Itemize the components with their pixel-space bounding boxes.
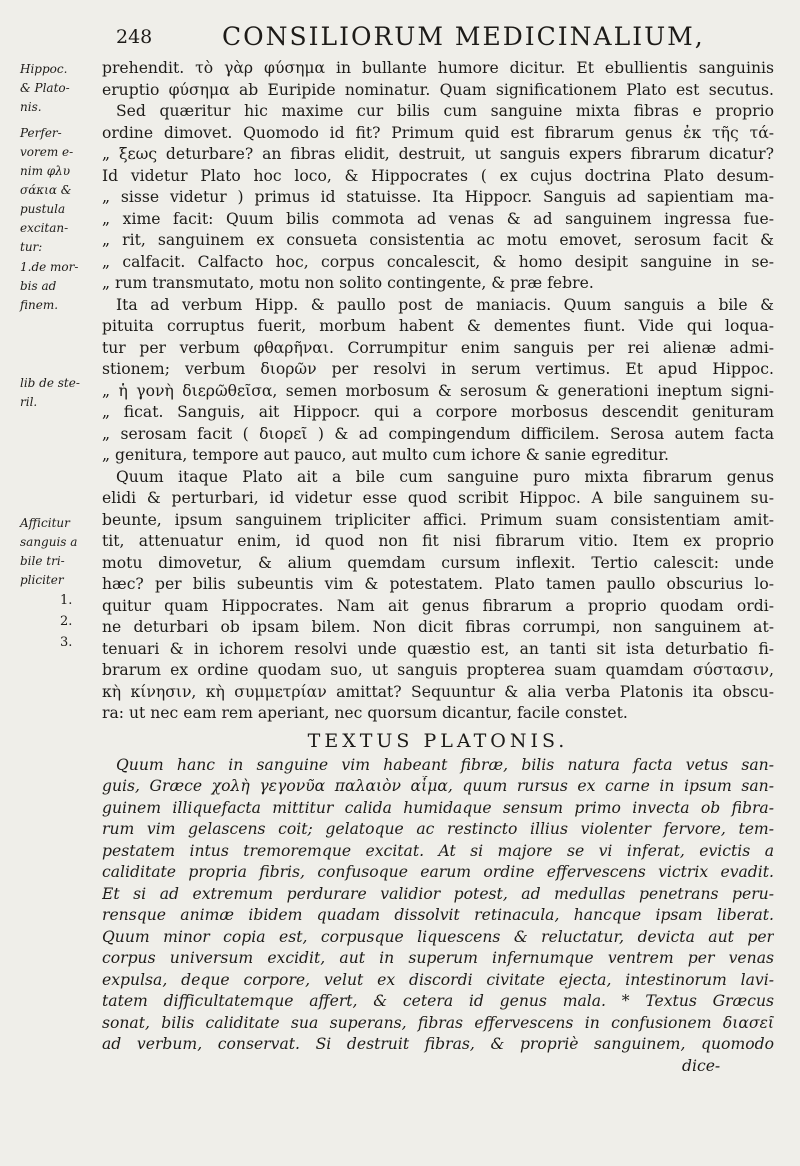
running-head [0,22,800,54]
text-line: ne deturbari ob ipsam bilem. Non dicit fibras corrumpi, non sanguinem at- [102,618,774,636]
text-line: κὴ κίνησιν, κὴ συμμετρίαν amittat? Sequuntur & alia verba Platonis ita obscu- [102,682,774,701]
margin-note-afficitur-sanguis: Afficitur sanguis a bile tri- pliciter [20,516,78,587]
text-line: eruptio φύσημα ab Euripide nominatur. Quam significationem Plato est secutus. [102,80,774,99]
text-line: „ xime facit: Quum bilis commota ad venas & ad sanguinem ingressa fue- [102,209,774,228]
quote-line: guis, Græce χολὴ γεγονῦα παλαιὸν αἷμα, quum rursus ex carne in ipsum san- [102,777,774,795]
text-line: Quum itaque Plato ait a bile cum sanguine puro mixta fibrarum genus [116,467,774,486]
text-line: „ sisse videtur ) primus id statuisse. Ita Hippocr. Sanguis ad sapientiam ma- [102,188,774,206]
quote-line: tatem difficultatemque affert, & cetera id genus mala. * Textus Græcus [102,992,774,1010]
text-line: Ita ad verbum Hipp. & paullo post de maniacis. Quum sanguis a bile & [116,295,774,314]
quote-line: sonat, bilis caliditate sua superans, fibras effervescens in confusionem διασεῖ [102,1013,774,1032]
text-line: ra: ut nec eam rem aperiant, nec quorsum dicantur, facile constet. [102,704,628,722]
text-line: motu dimovetur, & alium quemdam cursum inflexit. Tertio calescit: unde [102,553,774,572]
quote-line: Et si ad extremum perdurare validior potest, ad medullas penetrans peru- [102,884,774,903]
quote-line: Quum hanc in sanguine vim habeant fibræ, bilis natura facta vetus san- [116,755,774,774]
text-line: „ rit, sanguinem ex consueta consistentia ac motu emovet, serosum facit & [102,231,774,249]
margin-note-enumeration: 1. 2. 3. [60,593,73,650]
margin-note-de-morbis: 1.de mor- bis ad finem. [20,260,79,312]
text-line: „ calfacit. Calfacto hoc, corpus concalescit, & homo desipit sanguine in se- [102,252,774,271]
text-line: „ ἡ γονὴ διερῶθεῖσα, semen morbosum & serosum & generationi ineptum signi- [102,381,774,400]
text-line: brarum ex ordine quodam suo, ut sanguis propterea suam quamdam σύστασιν, [102,661,774,679]
text-line: prehendit. τὸ γὰρ φύσημα in bullante humore dicitur. Et ebullientis sanguinis [102,59,774,77]
text-line: elidi & perturbari, id videtur esse quod scribit Hippoc. A bile sanguinem su- [102,489,774,507]
margin-note-hippoc-platonis: Hippoc. & Plato- nis. [20,62,70,114]
text-line: beunte, ipsum sanguinem tripliciter affici. Primum suam consistentiam amit- [102,510,774,529]
text-line: Id videtur Plato hoc loco, & Hippocrates ( ex cujus doctrina Plato desum- [102,166,774,185]
text-line: hæc? per bilis subeuntis vim & potestatem. Plato tamen paullo obscurius lo- [102,575,774,593]
quote-line: rensque animæ ibidem quadam dissolvit retinacula, hancque ipsam liberat. [102,906,774,924]
quote-line: expulsa, deque corpore, velut ex discordi civitate ejecta, intestinorum lavi- [102,970,774,989]
quote-line: caliditate propria fibris, confusoque earum ordine effervescens victrix evadit. [102,863,774,881]
margin-note-de-steril: lib de ste- ril. [20,376,80,409]
section-heading: TEXTUS PLATONIS. [307,729,569,752]
page-number: 248 [116,26,153,48]
text-line: tenuari & in ichorem resolvi unde quæstio est, an tanti sit ista deturbatio fi- [102,639,774,658]
text-line: „ ficat. Sanguis, ait Hippocr. qui a corpore morbosus descendit genituram [102,403,774,421]
quote-line: rum vim gelascens coit; gelatoque ac restincto illius violenter fervore, tem- [102,820,774,838]
catchword: dice- [682,1056,721,1075]
text-line: tit, attenuatur enim, id quod non fit nisi fibrarum vitio. Item ex proprio [102,532,774,550]
body-text [102,58,774,1077]
quote-line: guinem illiquefacta mittitur calida humidaque sensum primo invecta ob fibra- [102,798,774,817]
text-line: tur per verbum φθαρῆναι. Corrumpitur enim sanguis per rei alienæ admi- [102,338,774,357]
quote-line: pestatem intus tremoremque excitat. At si majore se vi inferat, evictis a [102,841,774,860]
text-line: „ genitura, tempore aut pauco, aut multo cum ichore & sanie egreditur. [102,446,669,464]
text-line: ordine dimovet. Quomodo id fit? Primum quid est fibrarum genus ἐκ τῆς τά- [102,123,774,142]
text-line: „ ξεως deturbare? an fibras elidit, destruit, ut sanguis expers fibrarum dicatur? [102,145,774,163]
running-title: CONSILIORUM MEDICINALIUM, [222,22,705,51]
text-line: stionem; verbum διορῶν per resolvi in serum vertimus. Et apud Hippoc. [102,360,774,378]
text-line: „ rum transmutato, motu non solito contingente, & præ febre. [102,274,594,292]
quote-line: ad verbum, conservat. Si destruit fibras, & propriè sanguinem, quomodo [102,1035,774,1053]
margin-note-perfervorem: Perfer- vorem e- nim φλυ σάκια & pustula excitan- tur: [20,126,74,254]
quote-line: corpus universum excidit, aut in superum infernumque ventrem per venas [102,949,774,967]
text-line: quitur quam Hippocrates. Nam ait genus fibrarum a proprio quodam ordi- [102,596,774,615]
text-line: Sed quæritur hic maxime cur bilis cum sanguine mixta fibras e proprio [116,102,774,120]
quote-line: Quum minor copia est, corpusque liquescens & reluctatur, devicta aut per [102,927,774,946]
text-line: „ serosam facit ( διορεῖ ) & ad compingendum difficilem. Serosa autem facta [102,424,774,443]
text-line: pituita corruptus fuerit, morbum habent & dementes fiunt. Vide qui loqua- [102,317,774,335]
